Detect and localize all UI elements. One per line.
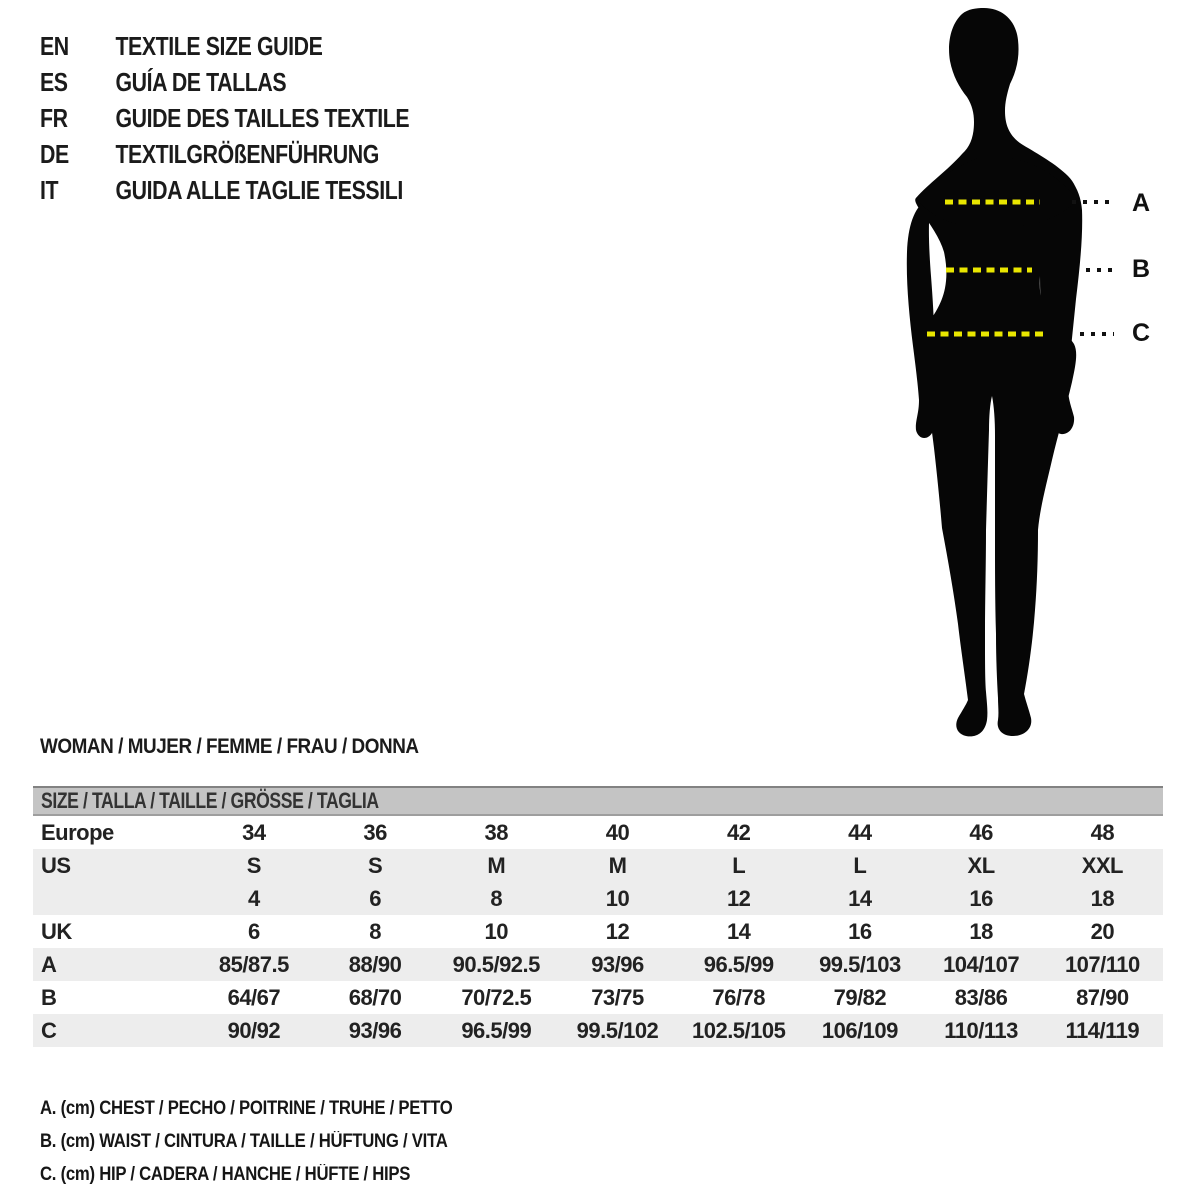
size-value: 36 bbox=[363, 819, 387, 845]
table-row bbox=[33, 1014, 1163, 1047]
size-value: 99.5/103 bbox=[819, 951, 901, 977]
language-row bbox=[40, 28, 409, 64]
size-value: 40 bbox=[605, 819, 630, 845]
size-value: 99.5/102 bbox=[576, 1017, 659, 1043]
size-value: 46 bbox=[969, 819, 993, 845]
size-value: 114/119 bbox=[1065, 1017, 1140, 1043]
size-value: 42 bbox=[726, 819, 751, 845]
size-value: 14 bbox=[848, 885, 872, 911]
size-table-header-row bbox=[33, 787, 1163, 815]
size-table bbox=[33, 786, 1163, 1047]
size-value: 79/82 bbox=[833, 984, 887, 1010]
size-value: M bbox=[608, 852, 627, 878]
size-table-head bbox=[33, 787, 1163, 815]
language-title: GUIDE DES TAILLES TEXTILE bbox=[115, 103, 410, 133]
row-label: B bbox=[41, 984, 57, 1010]
size-value: 93/96 bbox=[348, 1017, 402, 1043]
size-value: 48 bbox=[1090, 819, 1115, 845]
size-value: 106/109 bbox=[821, 1017, 898, 1043]
size-value: 93/96 bbox=[591, 951, 644, 977]
size-value: 70/72.5 bbox=[461, 984, 532, 1010]
language-title: TEXTILGRÖßENFÜHRUNG bbox=[115, 139, 379, 169]
size-value: L bbox=[732, 852, 746, 878]
size-value: 4 bbox=[247, 885, 260, 911]
size-value: 83/86 bbox=[954, 984, 1008, 1010]
size-value: 73/75 bbox=[591, 984, 644, 1010]
size-value: 8 bbox=[490, 885, 503, 911]
legend-line: C. (cm) HIP / CADERA / HANCHE / HÜFTE / HIPS bbox=[40, 1164, 411, 1185]
language-row bbox=[40, 136, 409, 172]
language-code: EN bbox=[40, 31, 69, 61]
size-value: 68/70 bbox=[348, 984, 402, 1010]
size-value: XXL bbox=[1081, 852, 1123, 878]
size-value: 87/90 bbox=[1076, 984, 1129, 1010]
size-value: 96.5/99 bbox=[461, 1017, 532, 1043]
legend-line: A. (cm) CHEST / PECHO / POITRINE / TRUHE / PETTO bbox=[40, 1098, 453, 1119]
size-value: 10 bbox=[484, 918, 509, 944]
size-value: 14 bbox=[726, 918, 751, 944]
size-value: 96.5/99 bbox=[703, 951, 774, 977]
size-value: 10 bbox=[605, 885, 630, 911]
language-row bbox=[40, 172, 409, 208]
table-row bbox=[33, 815, 1163, 849]
size-value: 110/113 bbox=[944, 1017, 1018, 1043]
size-table-title-cell bbox=[33, 787, 1163, 815]
row-label: US bbox=[41, 852, 71, 878]
size-value: L bbox=[853, 852, 867, 878]
language-code: ES bbox=[40, 67, 68, 97]
size-value: 90.5/92.5 bbox=[452, 951, 540, 977]
row-label: C bbox=[41, 1017, 57, 1043]
gender-label: WOMAN / MUJER / FEMME / FRAU / DONNA bbox=[40, 735, 419, 758]
size-value: 18 bbox=[1090, 885, 1115, 911]
woman-silhouette bbox=[888, 4, 1122, 748]
size-value: 85/87.5 bbox=[218, 951, 289, 977]
measure-label-b: B bbox=[1131, 255, 1151, 283]
language-row bbox=[40, 64, 409, 100]
size-value: 102.5/105 bbox=[691, 1017, 786, 1043]
language-code: IT bbox=[40, 175, 59, 205]
size-figure bbox=[888, 4, 1122, 748]
size-value: 12 bbox=[726, 885, 751, 911]
language-title: GUÍA DE TALLAS bbox=[115, 67, 287, 97]
legend-line: B. (cm) WAIST / CINTURA / TAILLE / HÜFTUNG / VITA bbox=[40, 1131, 448, 1152]
table-row bbox=[33, 915, 1163, 948]
language-title: GUIDA ALLE TAGLIE TESSILI bbox=[115, 175, 403, 205]
size-value: 64/67 bbox=[227, 984, 281, 1010]
size-value: 90/92 bbox=[227, 1017, 281, 1043]
size-value: 76/78 bbox=[712, 984, 765, 1010]
measure-label-c: C bbox=[1131, 319, 1151, 347]
size-value: S bbox=[246, 852, 261, 878]
row-label bbox=[33, 882, 193, 915]
row-label: UK bbox=[41, 918, 72, 944]
size-value: 8 bbox=[369, 918, 381, 944]
size-value: 6 bbox=[247, 918, 260, 944]
language-row bbox=[40, 100, 409, 136]
size-value: 34 bbox=[242, 819, 266, 845]
size-value: 6 bbox=[369, 885, 381, 911]
size-value: 12 bbox=[605, 918, 630, 944]
language-code: FR bbox=[40, 103, 68, 133]
measure-legend bbox=[40, 1092, 509, 1191]
size-table-title: SIZE / TALLA / TAILLE / GRÖSSE / TAGLIA bbox=[41, 788, 379, 813]
measure-label-a: A bbox=[1131, 189, 1151, 217]
size-table-body bbox=[33, 815, 1163, 1047]
table-row bbox=[33, 981, 1163, 1014]
size-value: XL bbox=[967, 852, 995, 878]
size-value: 107/110 bbox=[1064, 951, 1140, 977]
table-row bbox=[33, 849, 1163, 882]
size-value: 16 bbox=[969, 885, 993, 911]
language-code: DE bbox=[40, 139, 69, 169]
table-row bbox=[33, 882, 1163, 915]
size-value: 38 bbox=[484, 819, 509, 845]
size-value: 88/90 bbox=[348, 951, 402, 977]
size-value: 16 bbox=[848, 918, 872, 944]
size-value: S bbox=[367, 852, 383, 878]
size-value: 20 bbox=[1090, 918, 1115, 944]
size-value: M bbox=[487, 852, 506, 878]
row-label: A bbox=[41, 951, 57, 977]
row-label: Europe bbox=[41, 819, 114, 845]
size-value: 18 bbox=[969, 918, 993, 944]
language-list bbox=[40, 28, 490, 208]
silhouette-left-arm bbox=[907, 200, 935, 438]
table-row bbox=[33, 948, 1163, 981]
size-value: 104/107 bbox=[943, 951, 1020, 977]
language-title: TEXTILE SIZE GUIDE bbox=[115, 31, 323, 61]
size-value: 44 bbox=[848, 819, 872, 845]
